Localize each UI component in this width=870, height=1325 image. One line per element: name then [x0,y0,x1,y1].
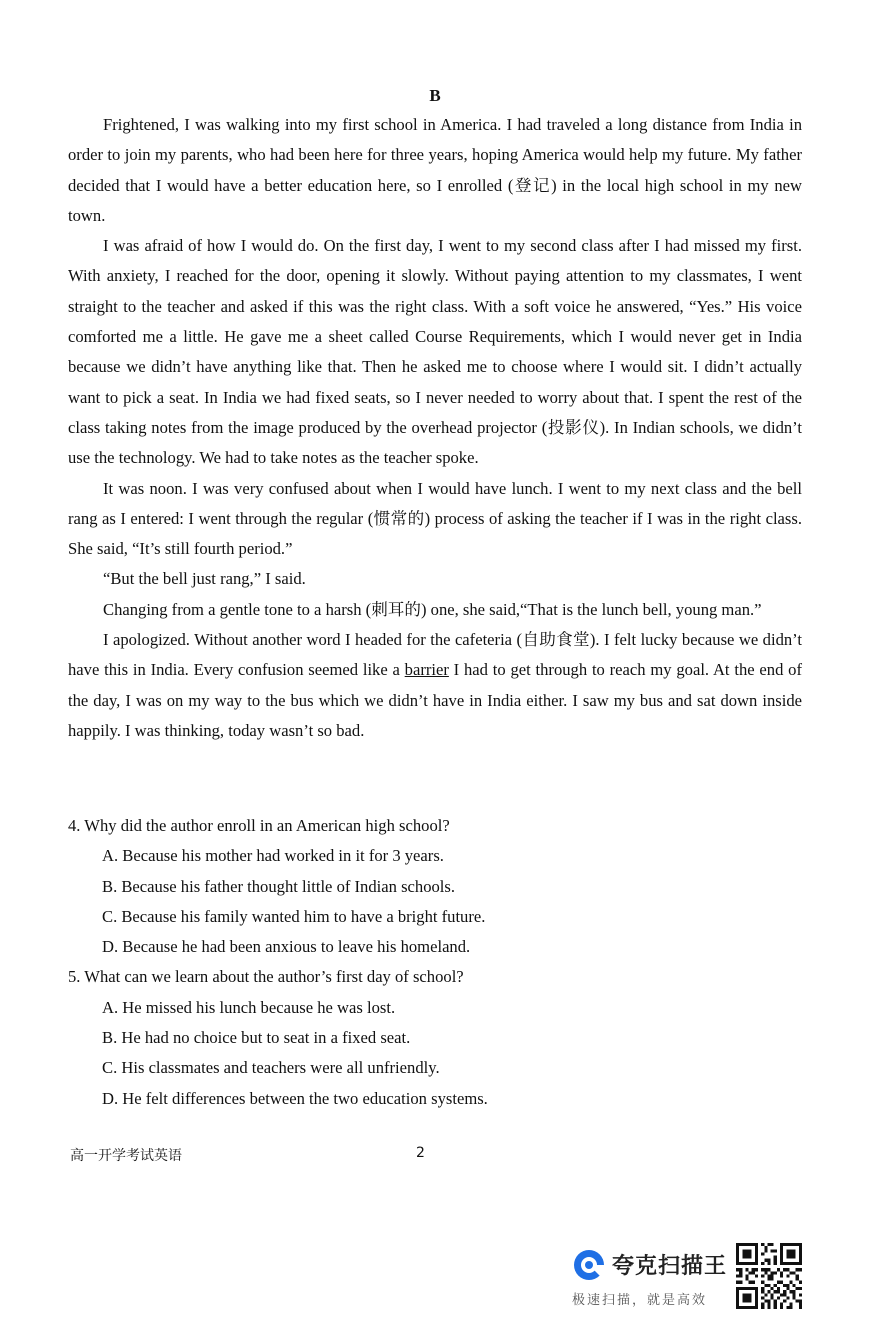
passage-paragraph-2: I was afraid of how I would do. On the first day, I went to my second class after I had missed my first. With anxiety, I reached for the door, opening it slowly. Without paying attention to my classmates, I went straight to the teacher and asked if this was the right class. With a soft voice he answered, “Yes.” His voice comforted me a little. He gave me a sheet called Course Requirements, which I would never get in India because we didn’t have anything like that. Then he asked me to choose where I would sit. I didn’t actually want to pick a seat. In India we had fixed seats, so I never needed to worry about that. I spent the rest of the class taking notes from the image produced by the overhead projector (投影仪). In Indian schools, we didn’t use the technology. We had to take notes as the teacher spoke. [68,236,802,468]
passage-paragraph-3: It was noon. I was very confused about when I would have lunch. I went to my next class and the bell rang as I entered: I went through the regular (惯常的) process of asking the teacher if I was in the right class. She said, “It’s still fourth period.” [68,478,802,559]
option-c: C. His classmates and teachers were all unfriendly. [102,1058,440,1078]
option-c: C. Because his family wanted him to have a bright future. [102,906,486,926]
question-stem: 4. Why did the author enroll in an American high school? [68,816,450,835]
passage-paragraph-6 [68,625,802,746]
reading-passage [68,110,802,746]
footer-page-number: 2 [416,1145,425,1161]
qr-code-icon [736,1243,802,1309]
passage-paragraph-5: Changing from a gentle tone to a harsh (刺耳的) one, she said,“That is the lunch bell, young man.” [103,599,762,619]
option-a: A. He missed his lunch because he was lost. [102,997,396,1017]
option-d: D. He felt differences between the two education systems. [102,1088,488,1108]
quark-logo-icon [572,1248,606,1282]
footer-exam-name: 高一开学考试英语 [70,1148,182,1164]
section-title: B [429,86,441,105]
scanner-watermark [570,1245,730,1309]
questions-section [68,811,802,1114]
question-4 [68,811,802,962]
passage-paragraph-4: “But the bell just rang,” I said. [103,569,306,589]
brand-name: 夸克扫描王 [612,1254,728,1279]
option-b: B. He had no choice but to seat in a fixed seat. [102,1028,411,1048]
brand-slogan: 极速扫描，就是高效 [572,1293,708,1308]
paragraph-6-text-start: I apologized. Without another word I headed for the cafeteria (自助食堂). I felt lucky because we didn’t have this in India. Every confusion seemed like a [68,630,802,680]
option-d: D. Because he had been anxious to leave his homeland. [102,937,471,957]
question-stem: 5. What can we learn about the author’s first day of school? [68,967,464,987]
question-5 [68,962,802,1113]
passage-paragraph-1: Frightened, I was walking into my first school in America. I had traveled a long distance from India in order to join my parents, who had been here for three years, hoping America would help my future. My father decided that I would have a better education here, so I enrolled (登记) in the local high school in my new town. [68,115,802,225]
paragraph-6-text-end: I had to get through to reach my goal. At the end of the day, I was on my way to the bus which we didn’t have in India either. I saw my bus and sat down inside happily. I was thinking, today wasn’t so bad. [68,660,802,740]
underlined-word: barrier [404,660,449,680]
option-a: A. Because his mother had worked in it for 3 years. [102,846,444,866]
option-b: B. Because his father thought little of Indian schools. [102,876,456,896]
